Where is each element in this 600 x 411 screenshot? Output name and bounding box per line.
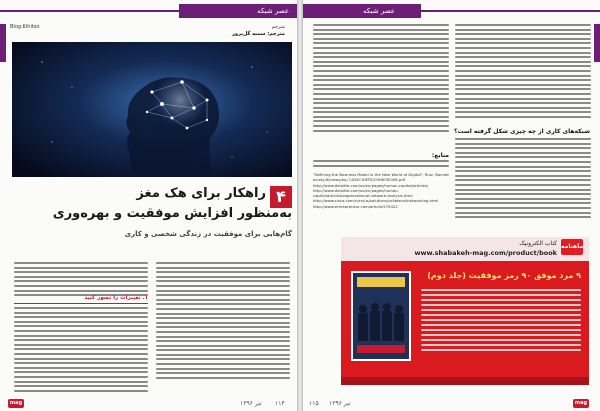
book-advertisement[interactable] (341, 237, 589, 385)
page-edge-marker (0, 24, 6, 62)
folio-date: تیر ۱۳۹۶ (240, 400, 262, 407)
author-credit (10, 24, 285, 38)
body-column-right-2 (455, 138, 591, 221)
author-label: مترجم (271, 24, 285, 30)
section-tab-label: عصر شبکه (363, 7, 395, 15)
ad-footer-bar (341, 377, 589, 385)
section-tab (179, 4, 297, 18)
body-column-left-1 (313, 24, 449, 134)
hero-image (12, 42, 292, 177)
body-column-right-1 (455, 24, 591, 120)
left-page (0, 0, 297, 411)
book-cover-illustration (353, 273, 409, 359)
body-column-left-2 (313, 160, 449, 169)
page-number: ۱۱۵ (309, 400, 319, 407)
body-column-right (156, 262, 290, 381)
reference-link[interactable]: http://www.deloitte.com/us/en/pages/human-capital/articles/ (313, 182, 429, 188)
author-source: Blog.Kihiloo (10, 24, 40, 30)
folio-date: تیر ۱۳۹۶ (329, 400, 351, 407)
section-tab (303, 4, 421, 18)
right-page (303, 0, 600, 411)
header-rule (0, 10, 180, 12)
article-number: ۴ (270, 186, 292, 208)
ad-url[interactable]: www.shabakeh-mag.com/product/book (414, 249, 557, 257)
article-title-block (12, 180, 292, 250)
reference-link[interactable]: http://www.deloitte.com/us/en/pages/human-capital/articles/organizational-network-analysis.html (313, 187, 413, 199)
reference-link[interactable]: http://www.cisco.com/c/en/us/solutions/collateral/networking.html (313, 198, 439, 204)
section-heading: ۱. تغییرات را تصور کنید (84, 295, 148, 301)
brain-network-illustration (12, 42, 292, 177)
body-column-left-bottom (14, 307, 148, 394)
reference-link[interactable]: "Defining the Business Model in the New World of Digital", Ruiz, Bonnet (313, 172, 449, 177)
header-rule (421, 10, 600, 12)
ad-description (421, 289, 581, 354)
ad-brand-logo: ماهنامه (561, 239, 583, 255)
reference-link[interactable]: ociety/dl/news/en/ CASECHIEFS/CHINESE008.pdf (313, 177, 406, 183)
author-name: مترجم: سمیه گل‌پرور (232, 31, 285, 37)
page-edge-marker (594, 24, 600, 62)
ad-header (341, 237, 589, 261)
magazine-logo: mag (574, 400, 588, 406)
subheading-networks: شبکه‌های کاری از چه چیزی شکل گرفته است؟ (454, 128, 590, 135)
ad-shop-label: کتاب الکترونیک (519, 240, 557, 247)
reference-links (313, 172, 453, 220)
article-subtitle: گام‌هایی برای موفقیت در زندگی شخصی و کاری (124, 230, 292, 238)
section-heading-rule (14, 303, 148, 304)
article-title-line-1: راهکار برای هک مغز (136, 186, 266, 201)
reference-link[interactable]: http://www.entrepreneur.com/article/279422 (313, 203, 398, 209)
ad-book-title: ۹ مرد موفق ۹۰ رمز موفقیت (جلد دوم) (427, 271, 581, 280)
subheading-sources: منابع: (431, 152, 449, 159)
section-tab-label: عصر شبکه (257, 7, 289, 15)
page-number: ۱۱۴ (275, 400, 285, 407)
magazine-logo: mag (9, 400, 23, 406)
article-title-line-2: به‌منظور افزایش موفقیت و بهره‌وری (52, 206, 292, 221)
book-cover-image (351, 271, 411, 361)
